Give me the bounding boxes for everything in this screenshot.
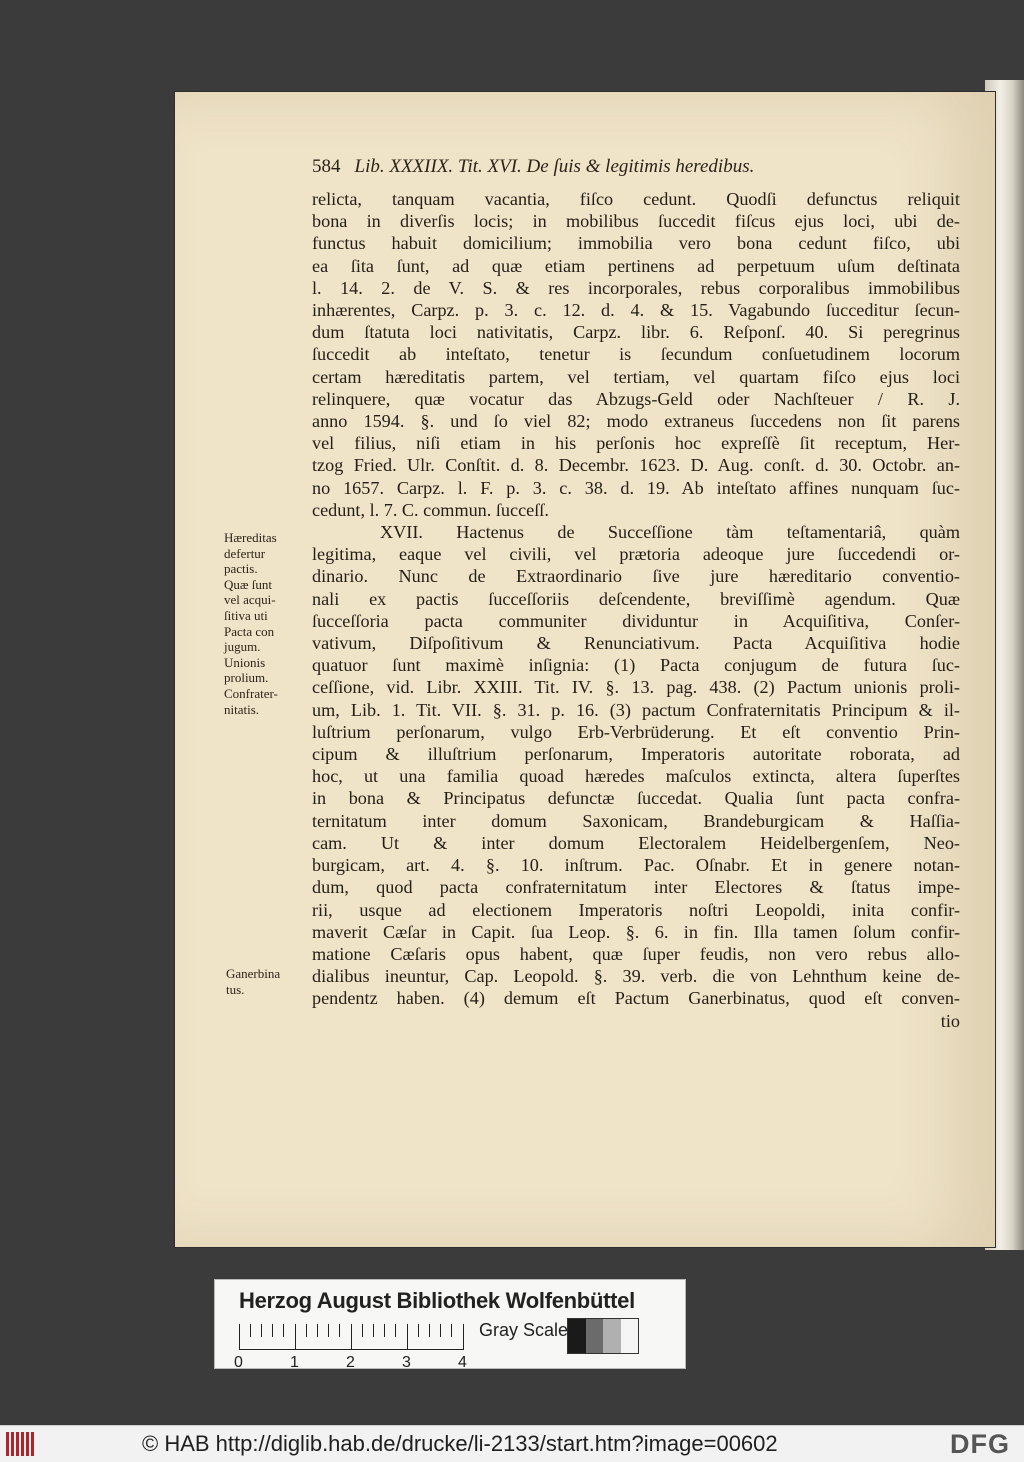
margin-note-line: Hæreditas [224,530,277,545]
text-line: certam hæreditatis partem, vel tertiam, vel quartam fiſco ejus loci [312,366,960,387]
gray-scale-swatch [567,1318,639,1354]
text-line: in bona & Principatus defunctæ ſuccedat. Qualia ſunt pacta confra- [312,788,960,809]
scale-ruler [234,1324,467,1371]
margin-note-line: Quæ ſunt [224,576,273,592]
gray-swatch [621,1319,639,1353]
text-line: dum, quod pacta confraternitatum inter Electores & ſtatus impe- [312,877,960,898]
text-line: cam. Ut & inter domum Electoralem Heidelbergenſem, Neo- [312,832,960,853]
text-line: no 1657. Carpz. l. F. p. 3. c. 38. d. 19. Ab inteſtato affines nunquam ſuc- [312,477,960,498]
text-line: dum ſtatuta loci nativitatis, Carpz. libr. 6. Reſponſ. 40. Si peregrinus [312,322,960,343]
library-name: Herzog August Bibliothek Wolfenbüttel [239,1288,635,1313]
ruler-label: 2 [346,1354,355,1371]
margin-note-line: ſitiva uti [224,607,268,623]
margin-note-line: prolium. [224,670,269,686]
margin-note-line: tus. [226,981,245,997]
margin-notes [224,530,328,997]
text-line: matione Cæſaris opus habent, quæ ſuper feudis, non vero rebus allo- [312,943,960,964]
text-line: ſucceſſoria pacta communiter dividuntur in Acquiſitiva, Conſer- [312,610,960,631]
hab-logo-icon [6,1432,34,1456]
text-line: inhærentes, Carpz. p. 3. c. 12. d. 4. & 15. Vagabundo ſucceditur ſecun- [312,300,960,321]
margin-note-ganerbinatus [226,966,280,997]
margin-note-line: Ganerbina [226,966,281,981]
margin-note-line: Unionis [224,654,266,670]
margin-note-line: Confrater- [224,685,278,701]
text-line: ea ſita ſunt, ad quæ etiam pertinens ad perpetuum uſum deſtinata [312,255,960,276]
footer-bar [0,1425,1024,1462]
text-line: legitima, eaque vel civili, vel prætoria adeoque jure ſuccedendi or- [312,544,960,565]
margin-note-line: jugum. [224,639,261,655]
library-label-card [214,1279,686,1369]
text-line: um, Lib. 1. Tit. VII. §. 31. p. 16. (3) pactum Confraternitatis Principum & il- [312,699,960,720]
text-line: functus habuit domicilium; immobilia vero bona cedunt fiſco, ubi [312,233,960,254]
text-line: ternitatum inter domum Saxonicam, Brandeburgicam & Haſſia- [312,810,960,831]
text-line: bona in diverſis locis; in mobilibus ſuccedit fiſcus ejus loci, ubi de- [312,211,960,232]
page-header [312,156,952,178]
text-line: nali ex pactis ſucceſſoriis deſcendente, breviſſimè agendum. Quæ [312,588,960,609]
gray-scale-label: Gray Scale [479,1320,569,1340]
text-line: anno 1594. §. und ſo viel 82; modo extraneus ſuccedens non ſit parens [312,411,960,432]
margin-note-line: pactis. [224,561,258,577]
text-line: ceſſione, vid. Libr. XXIII. Tit. IV. §. 13. pag. 438. (2) Pactum unionis proli- [312,677,960,698]
text-line: pendentz haben. (4) demum eſt Pactum Ganerbinatus, quod eſt conven- [312,988,960,1009]
footer-url-text[interactable]: © HAB http://diglib.hab.de/drucke/li-2133/start.htm?image=00602 [142,1431,778,1456]
ruler-label: 3 [402,1354,411,1371]
text-line: hoc, ut una familia quoad hæredes maſculos extincta, altera ſuperſtes [312,766,960,787]
text-line: cedunt, l. 7. C. commun. ſucceſſ. [312,499,549,520]
ruler-label: 0 [234,1354,243,1371]
text-line: vativum, Diſpoſitivum & Renunciativum. Pacta Acquiſitiva hodie [312,633,960,654]
text-line: quatuor ſunt maximè inſignia: (1) Pacta conjugum de futura ſuc- [312,655,960,676]
text-line: rii, usque ad electionem Imperatoris noſtri Leopoldi, inita confir- [312,899,960,920]
text-line: tzog Fried. Ulr. Conſtit. d. 8. Decembr. 1623. D. Aug. conſt. d. 30. Octobr. an- [312,455,960,476]
text-line: l. 14. 2. de V. S. & res incorporales, rebus corporalibus immobilibus [312,277,960,298]
text-line: vel filius, niſi etiam in his perſonis hoc expreſſè ſit receptum, Her- [312,433,960,454]
text-line: burgicam, art. 4. §. 10. inſtrum. Pac. Oſnabr. Et in genere notan- [312,855,960,876]
text-line: relicta, tanquam vacantia, fiſco cedunt. Quodſi defunctus reliquit [312,189,960,209]
body-text [312,188,960,1032]
gray-swatch [568,1319,586,1353]
margin-note-line: vel acqui- [224,592,276,608]
running-title: Lib. XXXIIX. Tit. XVI. De ſuis & legitimis heredibus. [354,156,755,177]
text-line: relinquere, quæ vocatur das Abzugs-Geld oder Nachſteuer / R. J. [312,388,960,409]
margin-note-line: nitatis. [224,701,260,717]
text-line: cipum & illuſtrium perſonarum, Imperatoris autoritate roborata, ad [312,744,960,765]
text-line: luſtrium perſonarum, vulgo Erb-Verbrüderung. Et eſt conventio Prin- [312,721,960,742]
text-line: ſuccedit ab inteſtato, tenetur is ſecundum conſuetudinem locorum [312,344,960,365]
page-number: 584 [312,156,341,177]
text-line: dialibus ineuntur, Cap. Leopold. §. 39. verb. die von Lehnthum keine de- [312,966,960,987]
margin-note-line: Pacta con [224,623,275,639]
gray-swatch [603,1319,621,1353]
section-heading-line: XVII. Hactenus de Succeſſione tàm teſtamentariâ, quàm [380,522,960,543]
margin-note-line: defertur [224,545,266,561]
catchword: tio [940,1010,960,1031]
gray-swatch [586,1319,604,1353]
dfg-logo: DFG [950,1429,1010,1459]
text-line: maverit Cæſar in Capit. ſua Leop. §. 6. in fin. Illa tamen ſolum confir- [312,921,960,942]
ruler-label: 1 [290,1354,299,1371]
text-line: dinario. Nunc de Extraordinario ſive jure hæreditario conventio- [312,566,960,587]
ruler-label: 4 [458,1354,467,1371]
